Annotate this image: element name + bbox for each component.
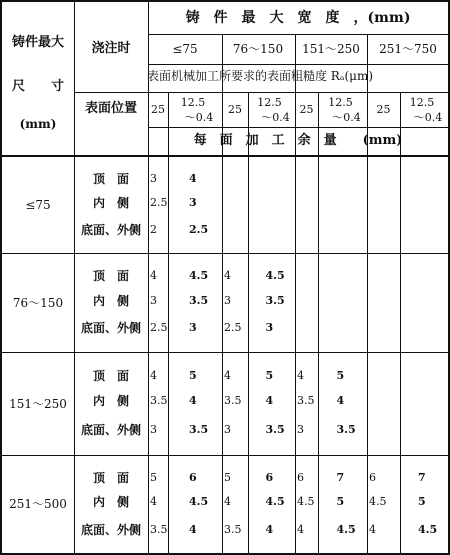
header-max-width: 铸 件 最 大 宽 度 ，(mm) [185, 10, 411, 26]
allowance-value: 3 [189, 321, 197, 335]
allowance-value: 5 [336, 368, 345, 382]
allowance-value: 3.5 [150, 522, 168, 536]
col-line-width-range [222, 34, 223, 555]
col-line-width-range [367, 34, 368, 555]
allowance-value: 3 [189, 196, 197, 210]
allowance-value: 2.5 [224, 321, 242, 335]
roughness-25-label: 25 [376, 103, 391, 116]
position-label: 底面、外侧 [80, 423, 142, 438]
allowance-value: 2 [150, 223, 157, 237]
roughness-12_5-label: 12.5 [409, 96, 435, 109]
allowance-value: 4 [189, 394, 197, 408]
group-separator [0, 352, 450, 353]
position-label: 顶 面 [92, 268, 130, 283]
allowance-value: 4 [189, 522, 197, 536]
position-label: 底面、外侧 [80, 223, 142, 238]
allowance-value: 3.5 [224, 522, 242, 536]
roughness-0_4-label: ～0.4 [413, 111, 443, 124]
position-label: 内 侧 [92, 394, 130, 409]
allowance-value: 6 [265, 470, 274, 484]
allowance-value: 3.5 [189, 293, 209, 307]
size-range-label: 76～150 [12, 295, 64, 310]
header-allowance: 每 面 加 工 余 量 (mm) [193, 133, 403, 148]
allowance-value: 3.5 [336, 423, 356, 437]
position-label: 底面、外侧 [80, 321, 142, 336]
group-separator [0, 253, 450, 254]
allowance-value: 2.5 [189, 223, 209, 237]
roughness-12_5-label: 12.5 [328, 96, 353, 109]
allowance-value: 4.5 [265, 495, 285, 509]
roughness-0_4-label: ～0.4 [261, 111, 290, 124]
allowance-value: 3.5 [150, 394, 168, 408]
position-label: 底面、外侧 [80, 522, 142, 537]
allowance-value: 4.5 [265, 268, 285, 282]
header-line-ranges [148, 64, 448, 65]
allowance-value: 4 [336, 394, 345, 408]
allowance-value: 3 [297, 423, 304, 437]
allowance-value: 3.5 [265, 293, 285, 307]
allowance-value: 3 [224, 293, 231, 307]
allowance-value: 5 [265, 368, 274, 382]
width-range-label: 151～250 [302, 42, 360, 56]
header-max-size-l2: 尺 寸 [11, 79, 65, 94]
allowance-value: 5 [224, 470, 231, 484]
col-line-roughness [318, 92, 319, 555]
allowance-value: 4 [297, 522, 304, 536]
allowance-value: 4 [150, 495, 157, 509]
table-border-top [0, 0, 450, 2]
allowance-value: 4.5 [369, 495, 387, 509]
col-line-size [74, 0, 75, 555]
allowance-value: 3 [224, 423, 231, 437]
roughness-0_4-label: ～0.4 [184, 111, 214, 124]
header-pour: 浇注时 [91, 41, 131, 56]
allowance-value: 4 [265, 394, 274, 408]
allowance-value: 4.5 [189, 268, 209, 282]
position-label: 内 侧 [92, 196, 130, 211]
allowance-value: 7 [418, 470, 426, 484]
roughness-0_4-label: ～0.4 [332, 111, 361, 124]
allowance-value: 6 [189, 470, 197, 484]
width-range-label: 76～150 [232, 42, 284, 56]
allowance-value: 4.5 [189, 495, 209, 509]
position-label: 顶 面 [92, 172, 130, 187]
allowance-value: 2.5 [150, 321, 168, 335]
col-line-roughness [168, 92, 169, 555]
width-range-label: ≤75 [172, 42, 198, 56]
allowance-value: 3.5 [297, 394, 315, 408]
allowance-value: 5 [336, 495, 345, 509]
col-line-roughness [248, 92, 249, 555]
allowance-value: 4 [224, 268, 231, 282]
allowance-value: 3.5 [265, 423, 285, 437]
allowance-value: 4 [224, 495, 231, 509]
allowance-value: 3.5 [224, 394, 242, 408]
allowance-value: 3 [265, 321, 274, 335]
position-label: 顶 面 [92, 368, 130, 383]
allowance-value: 4 [369, 522, 376, 536]
position-label: 内 侧 [92, 293, 130, 308]
allowance-value: 5 [150, 470, 157, 484]
allowance-value: 3.5 [189, 423, 209, 437]
col-line-width-range [295, 34, 296, 555]
roughness-25-label: 25 [228, 103, 242, 116]
col-line-roughness [400, 92, 401, 555]
allowance-value: 4.5 [336, 522, 356, 536]
header-roughness: 表面机械加工所要求的表面粗糙度 Rₐ(μm) [146, 69, 374, 83]
allowance-value: 3 [150, 172, 157, 186]
roughness-25-label: 25 [299, 103, 314, 116]
allowance-value: 4 [150, 368, 157, 382]
allowance-value: 3 [150, 423, 157, 437]
allowance-value: 5 [418, 495, 426, 509]
allowance-value: 4 [189, 172, 197, 186]
allowance-value: 4.5 [297, 495, 315, 509]
header-line-roughness [74, 92, 448, 93]
header-surface-position: 表面位置 [84, 101, 138, 116]
allowance-value: 7 [336, 470, 345, 484]
group-separator [0, 455, 450, 456]
size-range-label: 251～500 [9, 497, 67, 511]
col-line-position [148, 0, 149, 555]
allowance-value: 3 [150, 293, 157, 307]
position-label: 内 侧 [92, 495, 130, 510]
roughness-12_5-label: 12.5 [257, 96, 282, 109]
allowance-value: 4 [150, 268, 157, 282]
header-line-width [148, 34, 448, 35]
roughness-25-label: 25 [151, 103, 165, 116]
allowance-value: 6 [369, 470, 376, 484]
table-border-left [0, 0, 2, 555]
size-range-label: ≤75 [25, 198, 51, 212]
size-range-label: 151～250 [9, 396, 67, 411]
allowance-value: 4 [265, 522, 274, 536]
position-label: 顶 面 [92, 470, 130, 485]
allowance-value: 2.5 [150, 196, 168, 210]
header-max-size-l3: (mm) [19, 117, 57, 131]
header-max-size-l1: 铸件最大 [11, 35, 65, 50]
allowance-value: 4.5 [418, 522, 438, 536]
allowance-value: 4 [297, 368, 304, 382]
allowance-value: 4 [224, 368, 231, 382]
width-range-label: 251～750 [379, 42, 437, 56]
roughness-12_5-label: 12.5 [180, 96, 206, 109]
allowance-value: 6 [297, 470, 304, 484]
header-line-subcols [148, 127, 448, 128]
header-bottom-line [0, 155, 450, 157]
allowance-value: 5 [189, 368, 197, 382]
